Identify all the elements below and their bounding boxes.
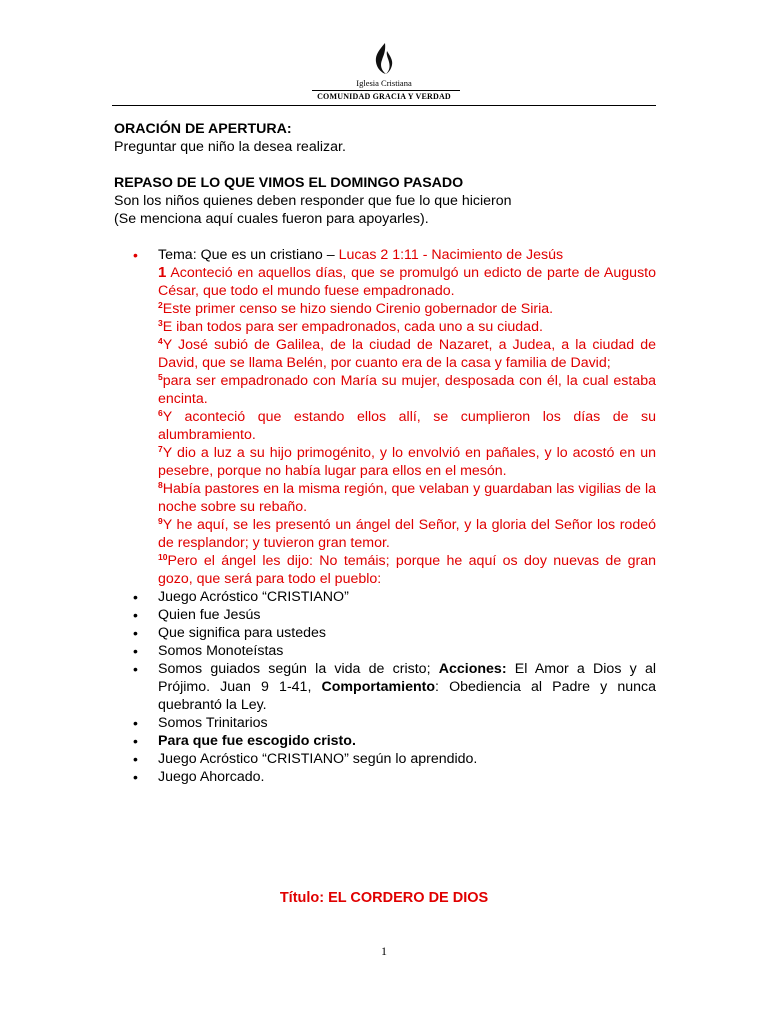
list-item: • Somos Monoteístas bbox=[133, 643, 284, 659]
list-item: • Juego Acróstico “CRISTIANO” según lo aprendido. bbox=[133, 751, 478, 767]
verse-text: Y he aquí, se les presentó un ángel del Señor, y la gloria del Señor los rodeó de resplandor; y tuvieron gran temor. bbox=[158, 517, 656, 551]
bullet: • bbox=[133, 643, 138, 659]
verse-number: 9 bbox=[158, 516, 163, 526]
bullet: • bbox=[133, 661, 138, 677]
verse-number: 5 bbox=[158, 372, 163, 382]
list-item: • Somos guiados según la vida de cristo; Acciones: El Amor a Dios y al Prójimo. Juan 9 1-41, Comportamiento: Obediencia al Padre y nunca quebrantó la Ley. bbox=[133, 661, 656, 713]
list-item: • Somos Trinitarios bbox=[133, 715, 268, 731]
verse-number: 2 bbox=[158, 300, 163, 310]
flame-logo-icon bbox=[371, 42, 397, 76]
verse-number: 3 bbox=[158, 318, 163, 328]
verse-text: E iban todos para ser empadronados, cada uno a su ciudad. bbox=[162, 319, 543, 335]
org-name-line2: COMUNIDAD GRACIA Y VERDAD bbox=[317, 92, 451, 101]
verse-number: 1 bbox=[158, 264, 167, 281]
verse bbox=[158, 480, 656, 516]
verse bbox=[158, 372, 656, 408]
opening-heading: ORACIÓN DE APERTURA: bbox=[114, 121, 292, 137]
document-body bbox=[114, 120, 656, 786]
verse bbox=[158, 516, 656, 552]
verse-text: Pero el ángel les dijo: No temáis; porque he aquí os doy nuevas de gran gozo, que será para todo el pueblo: bbox=[158, 553, 656, 587]
verse bbox=[158, 444, 656, 480]
verse-text: para ser empadronado con María su mujer, desposada con él, la cual estaba encinta. bbox=[158, 373, 656, 407]
list-item: • Juego Acróstico “CRISTIANO” bbox=[133, 589, 349, 605]
verse-number: 8 bbox=[158, 480, 163, 490]
verse-number: 10 bbox=[158, 552, 168, 562]
verse bbox=[158, 552, 656, 588]
page-header bbox=[112, 38, 656, 106]
verse-text: Y dio a luz a su hijo primogénito, y lo envolvió en pañales, y lo acostó en un pesebre, porque no había lugar para ellos en el mesón. bbox=[158, 445, 656, 479]
verse bbox=[158, 336, 656, 372]
list-item: • Que significa para ustedes bbox=[133, 625, 326, 641]
bullet: • bbox=[133, 607, 138, 623]
bullet: • bbox=[133, 769, 138, 785]
review-line: Son los niños quienes deben responder que fue lo que hicieron bbox=[114, 193, 512, 209]
page-number: 1 bbox=[381, 944, 387, 958]
bullet: • bbox=[133, 751, 138, 767]
verse-text: Y José subió de Galilea, de la ciudad de Nazaret, a Judea, a la ciudad de David, que se llama Belén, por cuanto era de la casa y familia de David; bbox=[158, 337, 656, 371]
review-line: (Se menciona aquí cuales fueron para apoyarles). bbox=[114, 211, 429, 227]
lesson-list bbox=[114, 246, 656, 786]
verse-text: Y aconteció que estando ellos allí, se cumplieron los días de su alumbramiento. bbox=[158, 409, 656, 443]
verse-text: Este primer censo se hizo siendo Cirenio gobernador de Siria. bbox=[162, 301, 554, 317]
verse bbox=[158, 300, 656, 318]
verse-number: 7 bbox=[158, 444, 163, 454]
verses-block bbox=[158, 264, 656, 588]
verse-text: Había pastores en la misma región, que velaban y guardaban las vigilias de la noche sobre su rebaño. bbox=[158, 481, 656, 515]
org-name-divider bbox=[312, 90, 460, 91]
verse-text: Aconteció en aquellos días, que se promulgó un edicto de parte de Augusto César, que todo el mundo fuese empadronado. bbox=[158, 265, 656, 299]
verse-number: 4 bbox=[158, 336, 163, 346]
list-item-theme bbox=[114, 246, 656, 588]
bullet: • bbox=[133, 715, 138, 731]
verse bbox=[158, 318, 656, 336]
opening-text: Preguntar que niño la desea realizar. bbox=[114, 139, 346, 155]
list-item: • Juego Ahorcado. bbox=[133, 769, 265, 785]
review-heading: REPASO DE LO QUE VIMOS EL DOMINGO PASADO bbox=[114, 175, 464, 191]
theme-prefix: Tema: Que es un cristiano – bbox=[158, 247, 339, 263]
verse bbox=[158, 408, 656, 444]
bullet: • bbox=[133, 247, 138, 263]
header-divider bbox=[112, 105, 656, 106]
list-item: • Para que fue escogido cristo. bbox=[133, 733, 356, 749]
theme-reference: Lucas 2 1:11 - Nacimiento de Jesús bbox=[338, 247, 564, 263]
verse bbox=[158, 264, 656, 300]
bullet: • bbox=[133, 589, 138, 605]
bullet: • bbox=[133, 625, 138, 641]
lesson-title: Título: EL CORDERO DE DIOS bbox=[279, 890, 489, 906]
bullet: • bbox=[133, 733, 138, 749]
org-name-line1: Iglesia Cristiana bbox=[356, 78, 412, 88]
list-item: • Quien fue Jesús bbox=[133, 607, 261, 623]
verse-number: 6 bbox=[158, 408, 163, 418]
